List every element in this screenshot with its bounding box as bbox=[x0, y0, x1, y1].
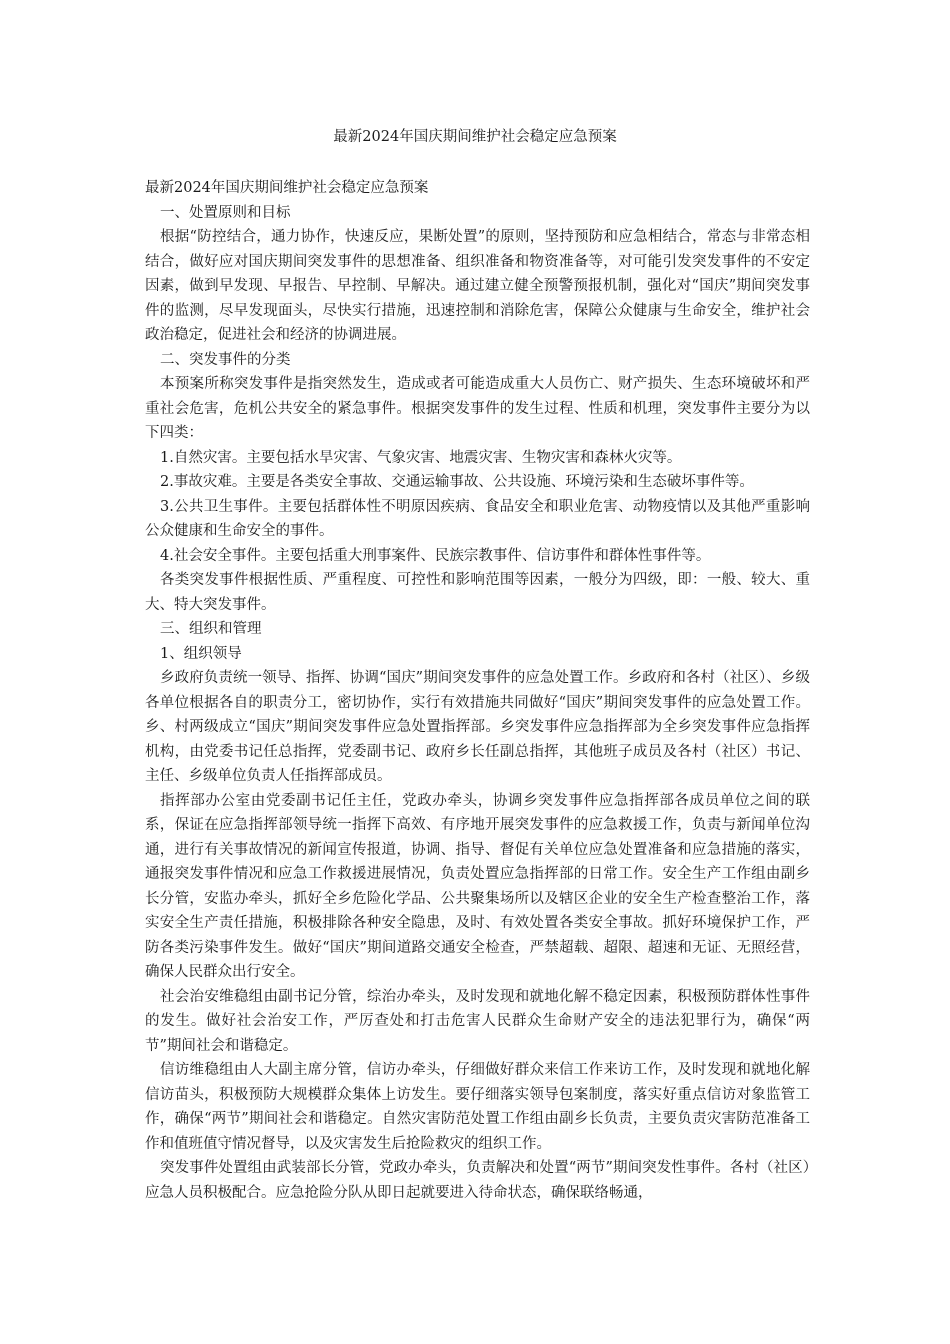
paragraph: 社会治安维稳组由副书记分管，综治办牵头，及时发现和就地化解不稳定因素，积极预防群体性事件的发生。做好社会治安工作，严厉查处和打击危害人民群众生命财产安全的违法犯罪行为，确保“两节”期间社会和谐稳定。 bbox=[145, 988, 810, 1054]
paragraph: 突发事件处置组由武装部长分管，党政办牵头，负责解决和处置“两节”期间突发性事件。各村（社区）应急人员积极配合。应急抢险分队从即日起就要进入待命状态，确保联络畅通， bbox=[145, 1160, 810, 1201]
paragraph: 各类突发事件根据性质、严重程度、可控性和影响范围等因素，一般分为四级，即：一般、较大、重大、特大突发事件。 bbox=[145, 572, 810, 613]
paragraph: 最新2024年国庆期间维护社会稳定应急预案 bbox=[145, 180, 429, 196]
paragraph: 本预案所称突发事件是指突然发生，造成或者可能造成重大人员伤亡、财产损失、生态环境破坏和严重社会危害，危机公共安全的紧急事件。根据突发事件的发生过程、性质和机理，突发事件主要分为以下四类： bbox=[145, 376, 810, 441]
paragraph: 一、处置原则和目标 bbox=[160, 204, 291, 221]
paragraph: 3.公共卫生事件。主要包括群体性不明原因疾病、食品安全和职业危害、动物疫情以及其他严重影响公众健康和生命安全的事件。 bbox=[145, 498, 810, 539]
paragraph: 2.事故灾难。主要是各类安全事故、交通运输事故、公共设施、环境污染和生态破坏事件等。 bbox=[160, 474, 754, 490]
paragraph: 二、突发事件的分类 bbox=[160, 351, 291, 368]
paragraph: 指挥部办公室由党委副书记任主任，党政办牵头，协调乡突发事件应急指挥部各成员单位之间的联系，保证在应急指挥部领导统一指挥下高效、有序地开展突发事件的应急救援工作，负责与新闻单位沟通，进行有关事故情况的新闻宣传报道，协调、指导、督促有关单位应急处置准备和应急措施的落实，通报突发事件情况和应急工作救援进展情况，负责处置应急指挥部的日常工作。安全生产工作组由副乡长分管，安监办牵头，抓好全乡危险化学品、公共聚集场所以及辖区企业的安全生产检查整治工作，落实安全生产责任措施，积极排除各种安全隐患，及时、有效处置各类安全事故。抓好环境保护工作，严防各类污染事件发生。做好“国庆”期间道路交通安全检查，严禁超载、超限、超速和无证、无照经营，确保人民群众出行安全。 bbox=[145, 792, 810, 980]
document-title: 最新2024年国庆期间维护社会稳定应急预案 bbox=[333, 129, 617, 145]
paragraph: 信访维稳组由人大副主席分管，信访办牵头，仔细做好群众来信工作来访工作，及时发现和就地化解信访苗头，积极预防大规模群众集体上访发生。要仔细落实领导包案制度，落实好重点信访对象监管工作，确保“两节”期间社会和谐稳定。自然灾害防范处置工作组由副乡长负责，主要负责灾害防范准备工作和值班值守情况督导，以及灾害发生后抢险救灾的组织工作。 bbox=[145, 1062, 810, 1152]
paragraph: 根据“防控结合，通力协作，快速反应，果断处置”的原则，坚持预防和应急相结合，常态与非常态相结合，做好应对国庆期间突发事件的思想准备、组织准备和物资准备等，对可能引发突发事件的不安定因素，做到早发现、早报告、早控制、早解决。通过建立健全预警预报机制，强化对“国庆”期间突发事件的监测，尽早发现面头，尽快实行措施，迅速控制和消除危害，保障公众健康与生命安全，维护社会政治稳定，促进社会和经济的协调进展。 bbox=[145, 229, 810, 343]
paragraph: 1.自然灾害。主要包括水旱灾害、气象灾害、地震灾害、生物灾害和森林火灾等。 bbox=[160, 449, 682, 466]
paragraph: 三、组织和管理 bbox=[160, 621, 262, 637]
document-body bbox=[145, 176, 810, 1205]
paragraph: 1、组织领导 bbox=[160, 645, 242, 662]
paragraph: 乡政府负责统一领导、指挥、协调“国庆”期间突发事件的应急处置工作。乡政府和各村（社区）、乡级各单位根据各自的职责分工，密切协作，实行有效措施共同做好“国庆”期间突发事件的应急处置工作。乡、村两级成立“国庆”期间突发事件应急处置指挥部。乡突发事件应急指挥部为全乡突发事件应急指挥机构，由党委书记任总指挥，党委副书记、政府乡长任副总指挥，其他班子成员及各村（社区）书记、主任、乡级单位负责人任指挥部成员。 bbox=[145, 670, 810, 784]
paragraph: 4.社会安全事件。主要包括重大刑事案件、民族宗教事件、信访事件和群体性事件等。 bbox=[160, 547, 711, 564]
